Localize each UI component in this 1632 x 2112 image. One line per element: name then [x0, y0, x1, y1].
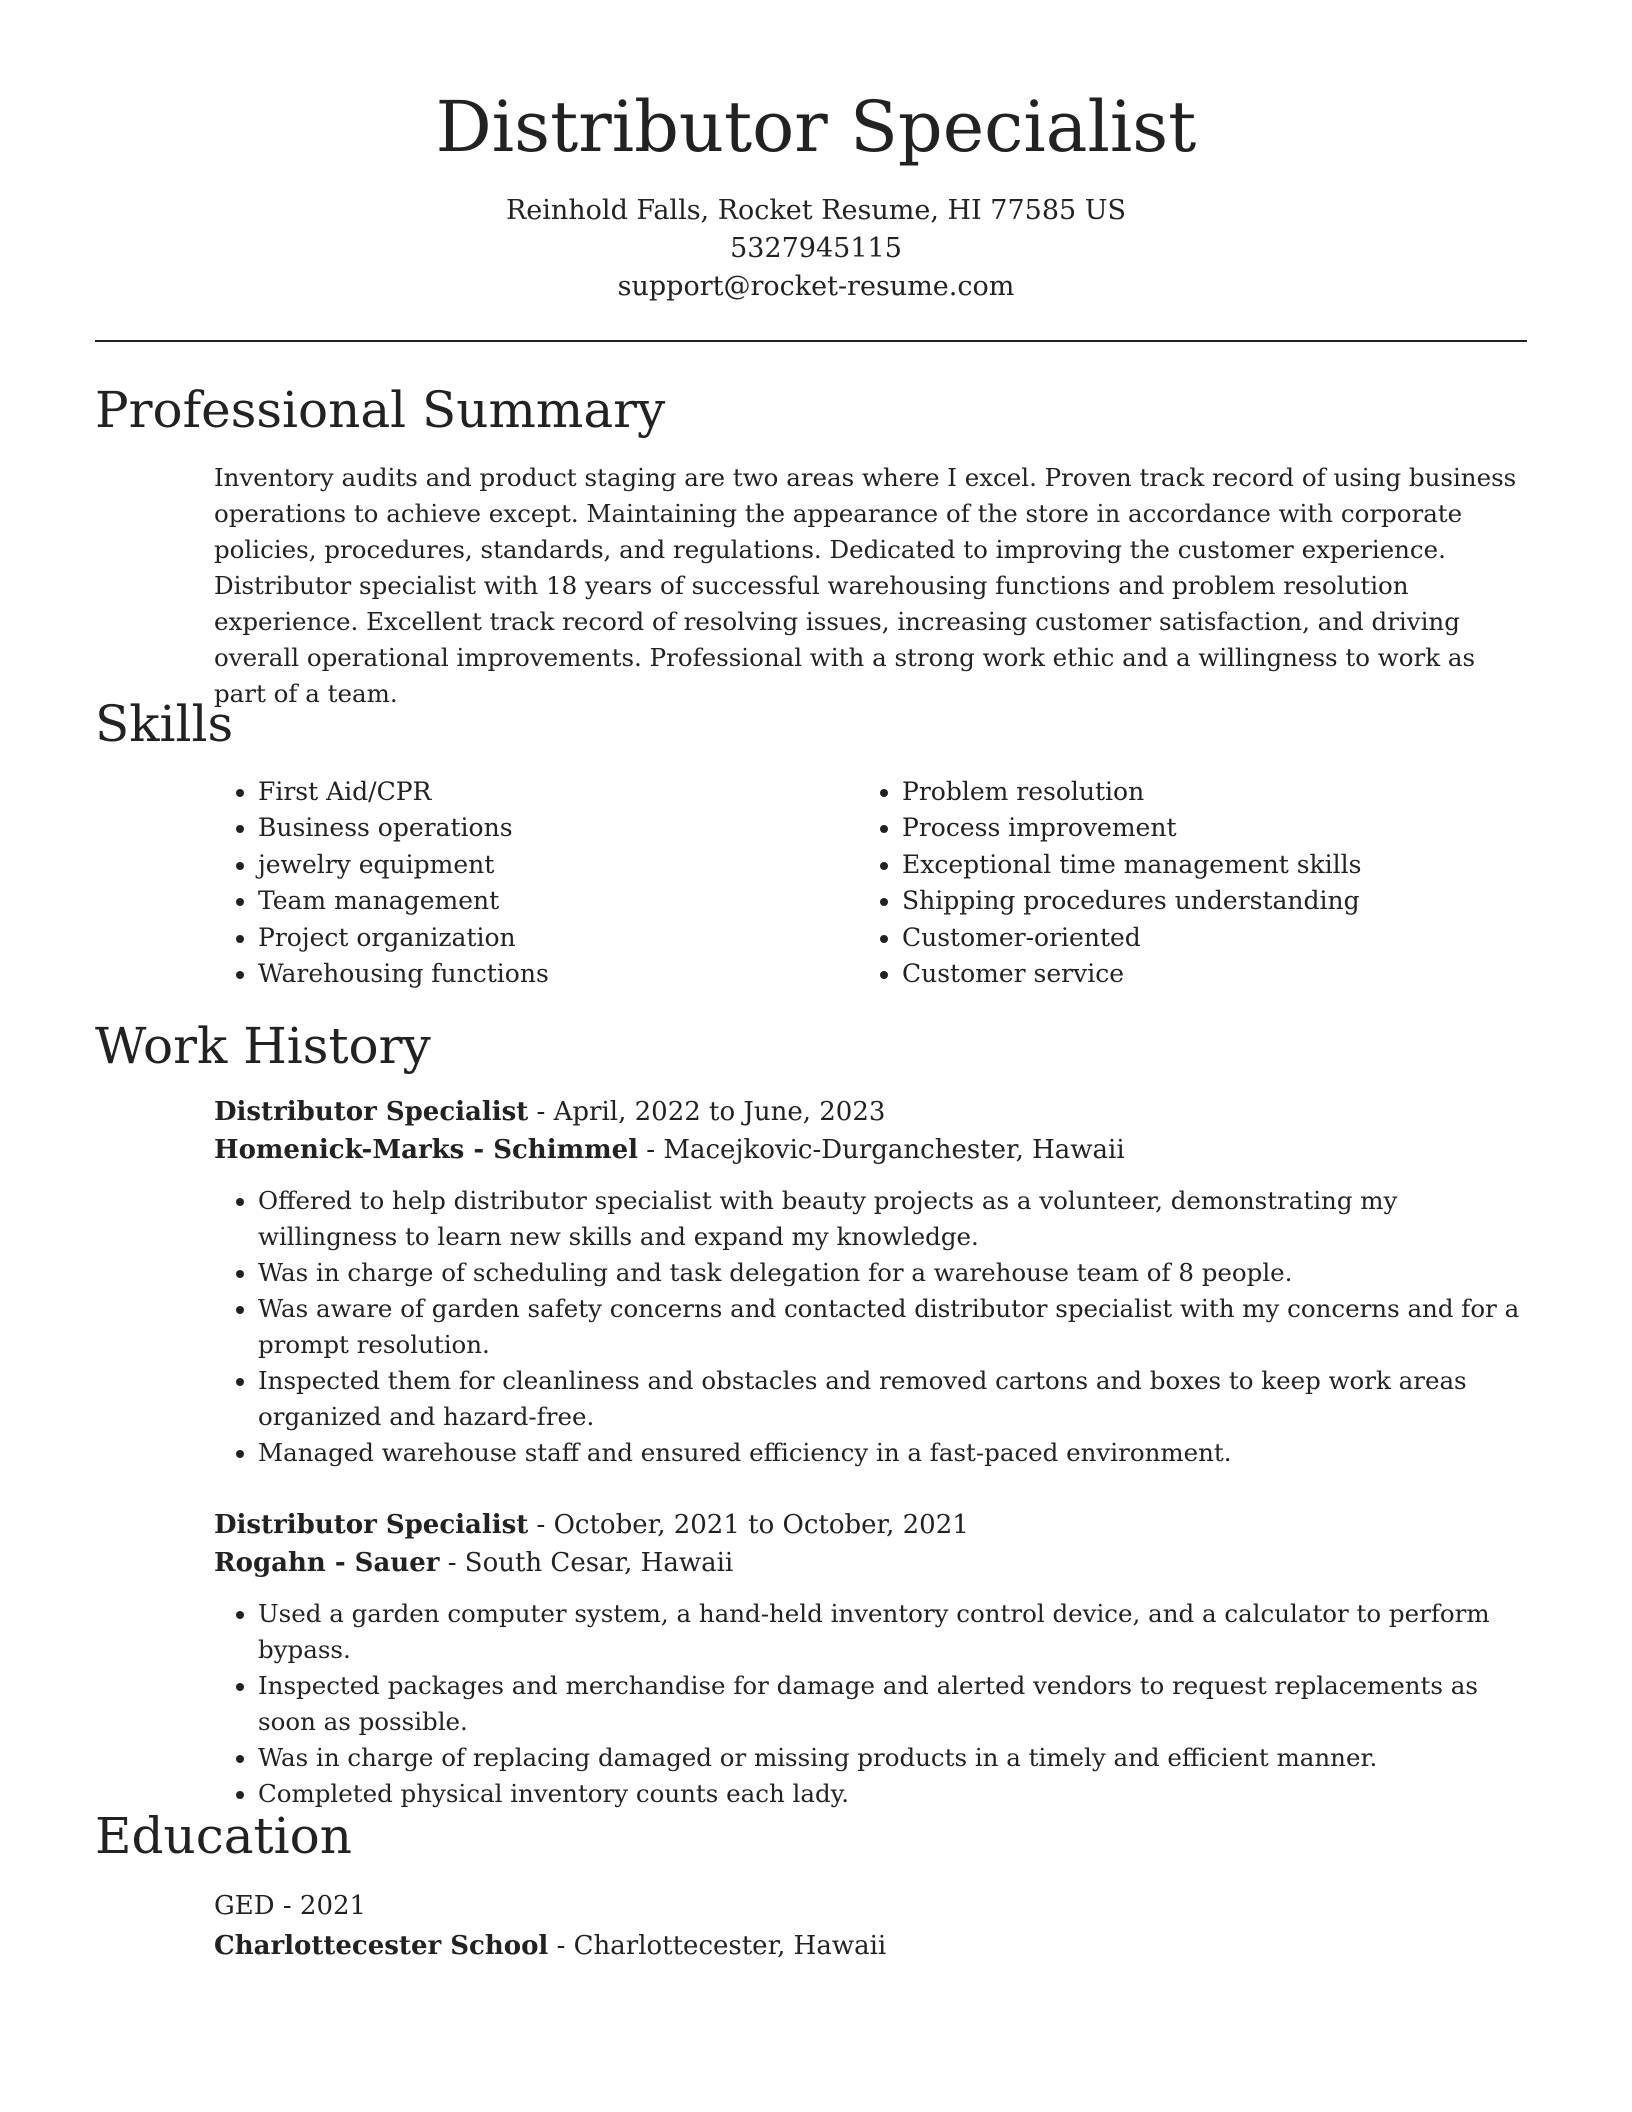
education-school-line — [214, 1926, 1532, 1966]
job-bullets — [214, 1596, 1532, 1812]
job-bullet: • Was in charge of replacing damaged or missing products in a timely and efficient manner. — [258, 1740, 1532, 1776]
education-school: Charlottecester School — [214, 1931, 549, 1961]
job-location: - Macejkovic-Durganchester, Hawaii — [638, 1135, 1125, 1165]
job-title-line — [214, 1093, 1532, 1131]
contact-address: Reinhold Falls, Rocket Resume, HI 77585 US — [505, 195, 1127, 226]
job-bullet: • Was aware of garden safety concerns and contacted distributor specialist with my concerns and for a prompt resolution. — [258, 1291, 1532, 1363]
skill-item: • Exceptional time management skills — [902, 847, 1362, 883]
job-dates: - April, 2022 to June, 2023 — [528, 1097, 886, 1127]
job-bullet: • Was in charge of scheduling and task delegation for a warehouse team of 8 people. — [258, 1255, 1532, 1291]
job-company: Homenick-Marks - Schimmel — [214, 1135, 639, 1165]
work-history-heading: Work History — [95, 1017, 431, 1075]
education-year: - 2021 — [274, 1891, 367, 1921]
job-dates: - October, 2021 to October, 2021 — [528, 1510, 969, 1540]
skill-item: • Customer service — [902, 956, 1362, 992]
skill-item: • Team management — [258, 883, 549, 919]
skills-list-right — [858, 774, 1362, 992]
job-title: Distributor Specialist — [214, 1097, 529, 1127]
job-company-line — [214, 1544, 1532, 1582]
job-bullet: • Used a garden computer system, a hand-held inventory control device, and a calculator to perform bypass. — [258, 1596, 1532, 1668]
skill-item: • jewelry equipment — [258, 847, 549, 883]
job-title-line — [214, 1506, 1532, 1544]
skill-item: • Business operations — [258, 810, 549, 846]
skill-item: • Shipping procedures understanding — [902, 883, 1362, 919]
skill-item: • Project organization — [258, 920, 549, 956]
education-degree: GED — [214, 1891, 275, 1921]
job-bullet: • Inspected them for cleanliness and obstacles and removed cartons and boxes to keep work areas organized and hazard-free. — [258, 1363, 1532, 1435]
summary-heading: Professional Summary — [95, 381, 666, 439]
education-degree-line — [214, 1886, 1532, 1926]
job-bullets — [214, 1183, 1532, 1471]
job-bullet: • Completed physical inventory counts each lady. — [258, 1776, 1532, 1812]
job-title: Distributor Specialist — [214, 1510, 529, 1540]
education-entry — [214, 1886, 1532, 1966]
skill-item: • Process improvement — [902, 810, 1362, 846]
candidate-name: Distributor Specialist — [435, 86, 1197, 168]
skills-list-left — [214, 774, 549, 992]
contact-phone: 5327945115 — [730, 233, 902, 264]
summary-text: Inventory audits and product staging are two areas where I excel. Proven track record of using business operations to achieve except. Maintaining the appearance of the store in accordance with corporate policies, procedures, standards, and regulations. Dedicated to improving the customer experience. Distributor specialist with 18 years of successful warehousing functions and problem resolution experience. Excellent track record of resolving issues, increasing customer satisfaction, and driving overall operational improvements. Professional with a strong work ethic and a willingness to work as part of a team. — [214, 463, 1517, 708]
skill-item: • Customer-oriented — [902, 920, 1362, 956]
skill-item: • Problem resolution — [902, 774, 1362, 810]
education-location: - Charlottecester, Hawaii — [548, 1931, 887, 1961]
header-divider — [95, 340, 1527, 342]
skill-item: • Warehousing functions — [258, 956, 549, 992]
skills-heading: Skills — [95, 695, 234, 753]
job-entry — [214, 1093, 1532, 1471]
job-bullet: • Managed warehouse staff and ensured efficiency in a fast-paced environment. — [258, 1435, 1532, 1471]
job-entry — [214, 1506, 1532, 1812]
job-bullet: • Inspected packages and merchandise for damage and alerted vendors to request replacements as soon as possible. — [258, 1668, 1532, 1740]
job-company: Rogahn - Sauer — [214, 1548, 440, 1578]
job-company-line — [214, 1131, 1532, 1169]
contact-email: support@rocket-resume.com — [617, 271, 1015, 302]
job-bullet: • Offered to help distributor specialist with beauty projects as a volunteer, demonstrating my willingness to learn new skills and expand my knowledge. — [258, 1183, 1532, 1255]
education-heading: Education — [95, 1807, 352, 1865]
skill-item: • First Aid/CPR — [258, 774, 549, 810]
contact-block — [0, 192, 1632, 306]
job-location: - South Cesar, Hawaii — [439, 1548, 734, 1578]
